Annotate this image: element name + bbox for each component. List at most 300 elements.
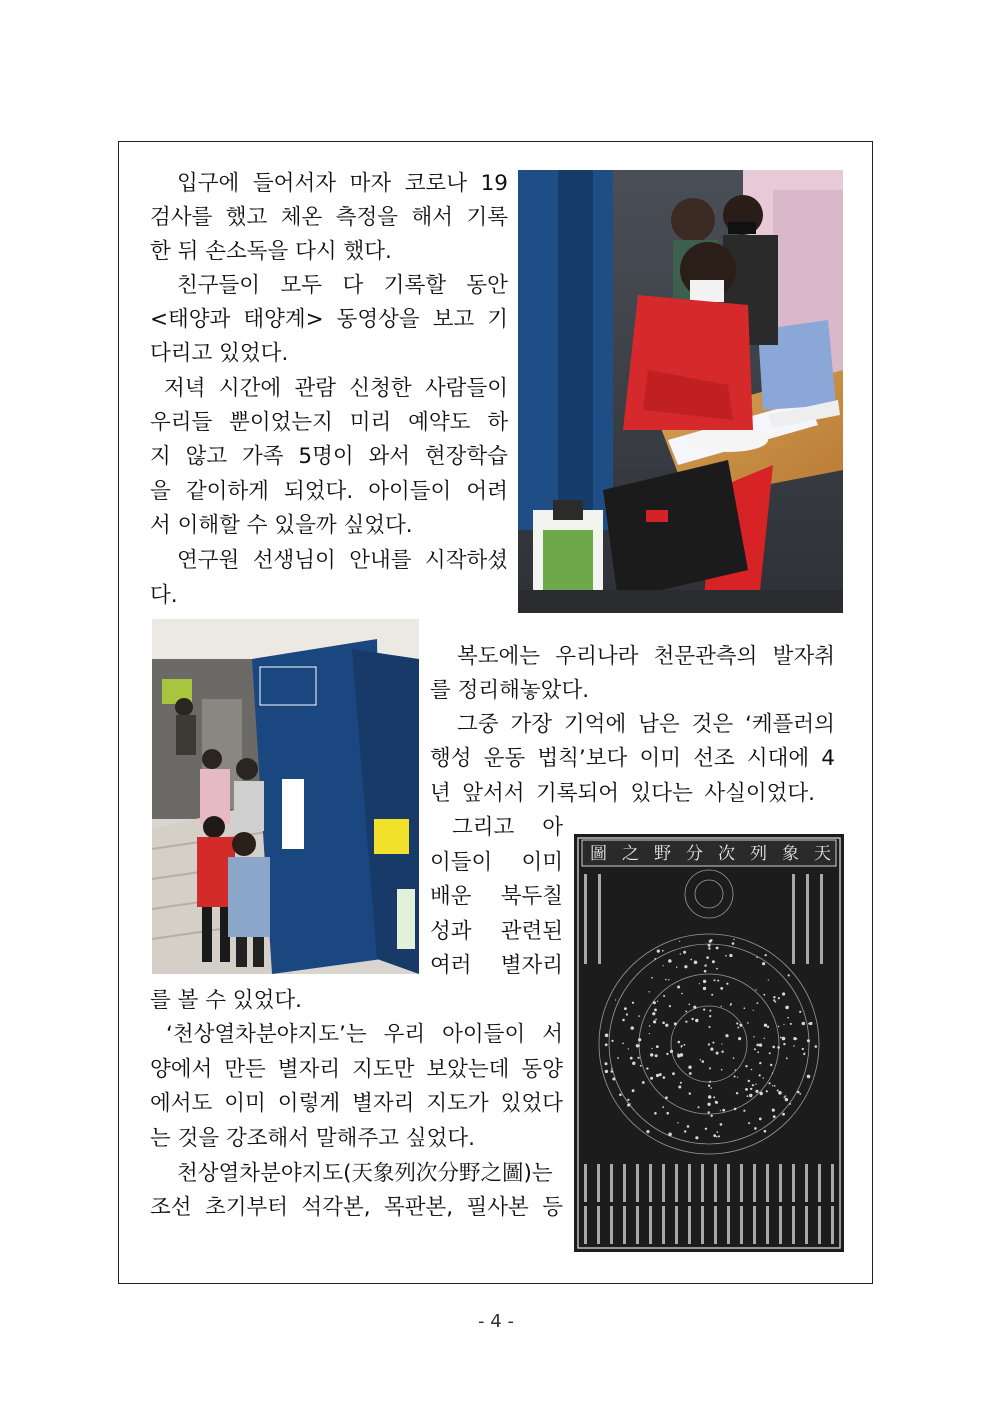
word: 양에서 [150,1057,213,1082]
star-dot [685,1011,687,1013]
star-dot [786,1057,788,1059]
star-dot [712,1042,714,1044]
star-dot [712,960,715,963]
inscription-column [727,1206,730,1244]
word: 해서 [411,205,454,230]
star-map-title-char: 之 [622,844,639,864]
star-dot [716,1102,718,1104]
star-dot [627,1099,629,1101]
star-dot [764,1024,767,1027]
star-dot [729,954,732,957]
word: 입구에 [177,171,240,196]
star-dot [787,1017,789,1019]
word: 성과 [430,919,472,944]
inscription-column [820,874,823,964]
star-dot [691,1018,693,1020]
inscription-column [714,1206,717,1244]
star-dot [745,1065,747,1067]
star-dot [773,1115,776,1118]
star-dot [663,1076,666,1079]
inscription-column [766,1206,769,1244]
text-line [150,1058,563,1082]
star-dot [785,1006,789,1010]
star-dot [752,1084,754,1086]
text-line [150,1092,563,1116]
star-dot [703,1009,705,1011]
star-dot [768,979,769,980]
star-dot [720,987,723,990]
text-line [150,549,508,573]
word: 검사를 [150,205,213,230]
inscription-column [779,1206,782,1244]
inscription-column [805,1164,808,1202]
text-line [150,1196,563,1220]
text-line [430,645,835,669]
word: 관련된 [500,919,563,944]
word: 별자리 [277,1057,341,1082]
star-dot [732,942,735,945]
star-dot [657,1001,658,1002]
star-dot [783,1043,785,1045]
word: 목판본, [383,1195,454,1220]
star-map-title-char: 天 [814,844,831,864]
word: 있다는 [630,781,693,806]
word: 이렇게 [277,1091,341,1116]
star-dot [665,979,667,981]
word: 우리들 [150,410,213,435]
star-dot [649,1033,650,1034]
word: 안내를 [349,548,412,573]
word: 친구들이 [177,273,261,298]
star-dot [717,980,719,982]
star-dot [656,1045,659,1048]
star-dot [721,1069,723,1071]
inscription-column [649,1164,652,1202]
star-dot [725,955,727,957]
star-dot [687,1125,690,1128]
star-dot [770,1064,772,1066]
word: 이미 [639,746,681,771]
word: 태양계> [243,307,324,332]
word: 석각본, [301,1195,371,1220]
star-dot [638,1038,641,1041]
star-dot [611,1070,614,1073]
star-dot [739,1024,742,1027]
star-dot [782,992,785,995]
word: 하 [487,410,508,435]
star-dot [649,1025,651,1027]
word: 마자 [349,171,392,196]
star-dot [749,1094,752,1097]
text-line [430,851,563,875]
star-map-title-char: 圖 [590,844,607,864]
word: 만든 [224,1057,266,1082]
star-dot [753,1010,754,1011]
star-dot [707,1103,710,1106]
text-line [150,172,508,196]
word: 있었다 [500,1091,563,1116]
star-dot [780,1037,782,1039]
star-dot [797,1091,800,1094]
word: 서 [542,1022,563,1047]
inscription-column [831,1164,834,1202]
word: <태양과 [150,307,231,332]
text-line [150,1162,563,1186]
word: 가장 [510,712,552,737]
word: ‘천상열차분야지도’는 [166,1022,367,1047]
star-dot [646,1067,648,1069]
inscription-column [779,1164,782,1202]
star-dot [689,1004,691,1006]
star-dot [764,1038,765,1039]
word: 시작하셨 [424,548,508,573]
star-map-title-char: 列 [750,844,767,864]
star-dot [662,950,664,952]
star-dot [689,1072,692,1075]
word: 동양 [521,1057,563,1082]
word: 관람 [294,376,336,401]
text-line: 한 뒤 손소독을 다시 했다. [150,239,392,264]
word: 배운 [430,884,472,909]
star-dot [772,1073,773,1074]
star-dot [704,970,707,973]
star-dot [789,1103,791,1105]
word: 미리 [349,410,392,435]
word: ‘케플러의 [745,712,835,737]
word: 현장학습 [424,444,508,469]
star-dot [734,1076,736,1078]
star-dot [655,1054,658,1057]
star-dot [631,1026,634,1029]
star-dot [630,1057,633,1060]
star-dot [772,1046,775,1049]
star-dot [735,1069,737,1071]
star-dot [769,1052,771,1054]
word: 선조 [693,746,735,771]
star-dot [744,1007,746,1009]
star-dot [666,1053,668,1055]
word: 되었다. [284,479,354,504]
star-dot [683,951,686,954]
star-dot [642,1081,645,1084]
star-dot [765,954,767,956]
star-dot [747,1095,749,1097]
star-dot [654,1009,657,1012]
star-dot [662,1106,664,1108]
word: 와서 [368,444,411,469]
star-dot [638,1045,640,1047]
star-dot [808,1023,810,1025]
star-dot [663,995,665,997]
star-dot [778,1091,782,1095]
star-dot [720,1123,723,1126]
star-dot [772,1109,775,1112]
star-dot [685,1021,687,1023]
star-map-title-char: 野 [654,844,671,864]
word: 에서도 [150,1091,213,1116]
star-dot [622,1043,624,1045]
word: 동영상을 [336,307,420,332]
star-dot [654,958,656,960]
star-dot [689,1092,691,1094]
star-dot [668,1133,672,1137]
text-line [430,920,563,944]
star-dot [764,1130,767,1133]
star-dot [804,1053,805,1054]
word: 지도가 [426,1091,489,1116]
inscription-column [584,1164,587,1202]
word: 체온 [280,205,323,230]
star-dot [651,977,653,979]
star-dot [755,1084,756,1085]
star-dot [703,987,706,990]
star-dot [708,947,710,949]
star-dot [711,1115,713,1117]
word: 뿐이었는지 [229,410,333,435]
word: 발자취 [772,644,835,669]
star-dot [730,1003,732,1005]
star-dot [656,1074,659,1077]
star-dot [688,1066,691,1069]
star-dot [736,1022,738,1024]
star-dot [650,1077,653,1080]
star-dot [748,1122,750,1124]
star-dot [708,1111,710,1113]
word: 그리고 [452,815,515,840]
inscription-column [818,1206,821,1244]
word: 보고 [432,307,475,332]
star-dot [710,1048,713,1051]
star-dot [711,994,713,996]
word: 기록할 [383,273,446,298]
word: 여러 [430,953,472,978]
text-line [430,816,563,840]
star-dot [652,1012,655,1015]
star-dot [632,1002,634,1004]
star-dot [736,1092,738,1094]
star-dot [775,1001,777,1003]
star-dot [605,1043,608,1046]
star-dot [759,1062,761,1064]
star-map-title-char: 分 [686,844,703,864]
star-dot [714,979,716,981]
text-line: 서 이해할 수 있을까 싶었다. [150,513,413,538]
star-dot [745,1088,748,1091]
star-dot [782,1037,786,1041]
star-dot [680,1082,682,1084]
word: 코로나 [404,171,468,196]
inscription-column [831,1206,834,1244]
star-dot [756,957,758,959]
word: 가족 [242,444,284,469]
star-dot [632,1089,635,1092]
word: 이미 [521,850,563,875]
star-dot [782,1113,785,1116]
star-dot [756,1044,759,1047]
star-dot [677,986,680,989]
star-dot [799,1011,801,1013]
star-dot [721,1051,723,1053]
star-dot [750,1088,752,1090]
word: 4 [821,746,835,771]
word: 천문관측의 [653,644,758,669]
star-dot [665,1096,668,1099]
star-dot [754,1048,756,1050]
star-dot [702,1060,705,1063]
star-dot [713,1134,716,1137]
word: 다 [342,273,364,298]
star-dot [716,947,719,950]
star-dot [807,1039,810,1042]
word: 초기부터 [204,1195,289,1220]
inscription-column [818,1164,821,1202]
star-dot [709,1015,711,1017]
word: 예약도 [408,410,471,435]
inscription-column [597,1164,600,1202]
word: 천상열차분야지도(天象列次分野之圖)는 [177,1161,553,1186]
text-line [150,480,508,504]
star-dot [793,1045,794,1046]
word: 기억에 [563,712,627,737]
star-dot [784,1097,786,1099]
word: 지도만 [352,1057,415,1082]
word: 아이들이 [442,1022,526,1047]
word: 운동 [483,746,526,771]
star-dot [767,1026,769,1028]
star-dot [684,1130,686,1132]
star-dot [659,1073,662,1076]
inscription-column [597,1206,600,1244]
star-dot [778,1026,780,1028]
text-line [430,747,835,771]
star-dot [774,1085,776,1087]
star-dot [677,1122,678,1123]
star-dot [651,1048,652,1049]
star-dot [788,974,790,976]
text-line [150,1023,563,1047]
star-dot [720,1110,721,1111]
star-dot [717,1131,719,1133]
star-dot [666,1112,669,1115]
star-dot [694,961,698,965]
word: 같이하게 [185,479,269,504]
text-line [150,274,508,298]
inscription-column [792,874,795,964]
star-dot [628,1048,629,1049]
word: 19 [480,171,508,196]
star-dot [624,1007,627,1010]
star-dot [738,1037,741,1040]
star-dot [778,997,780,999]
star-dot [802,1022,805,1025]
photo-corridor [152,619,419,974]
star-dot [680,1053,684,1057]
star-dot [709,1067,711,1069]
star-dot [663,965,664,966]
star-dot [704,964,706,966]
star-dot [605,1070,608,1073]
word: 앞서서 [462,781,525,806]
star-dot [605,1034,609,1038]
inscription-column [740,1164,743,1202]
inscription-column [610,1164,613,1202]
star-dot [766,1090,768,1092]
star-dot [678,1086,681,1089]
star-dot [790,1023,792,1025]
star-dot [708,1043,710,1045]
star-dot [772,1085,773,1086]
star-dot [684,1044,686,1046]
star-dot [649,991,650,992]
star-dot [763,1077,764,1078]
inscription-column [792,1164,795,1202]
inscription-column [623,1206,626,1244]
word: 우리나라 [555,644,639,669]
star-dot [662,1022,665,1025]
text-line: 는 것을 강조해서 말해주고 싶었다. [150,1126,475,1151]
star-map-title-char: 次 [718,844,735,864]
star-dot [679,941,680,942]
inscription-column [714,1164,717,1202]
star-dot [612,1078,615,1081]
star-dot [706,956,709,959]
star-dot [747,1022,749,1024]
text-line [430,954,563,978]
inscription-column [792,1206,795,1244]
page-number: - 4 - [478,1311,514,1332]
star-dot [716,1136,718,1138]
star-dot [698,1106,700,1108]
star-dot [654,1112,657,1115]
star-dot [716,1052,719,1055]
word: 것은 [691,712,734,737]
star-dot [665,1024,668,1027]
star-dot [638,1057,640,1059]
word: 기록되어 [536,781,620,806]
word: 들어서자 [252,171,336,196]
word: 기록 [466,205,508,230]
word: 사람들이 [424,376,508,401]
star-dot [709,940,712,943]
star-dot [640,1065,642,1067]
star-dot [799,1093,801,1095]
text-line [430,885,563,909]
star-dot [676,967,677,968]
word: 아 [542,815,563,840]
star-dot [653,1020,656,1023]
word: 했고 [225,205,268,230]
star-dot [693,1006,696,1009]
word: 북두칠 [500,884,563,909]
text-line [150,377,508,401]
star-dot [748,1080,750,1082]
word: 우리 [383,1022,426,1047]
star-dot [755,989,756,990]
word: 시간에 [218,376,282,401]
star-dot [710,1087,712,1089]
star-dot [769,1082,771,1084]
star-dot [709,1081,711,1083]
star-dot [743,1110,745,1112]
star-dot [657,950,660,953]
star-dot [796,1038,798,1040]
word: 년 [430,781,451,806]
star-dot [708,1095,711,1098]
star-dot [725,1034,728,1037]
word: 5명이 [298,444,354,469]
star-dot [759,1118,762,1121]
star-dot [722,1109,725,1112]
